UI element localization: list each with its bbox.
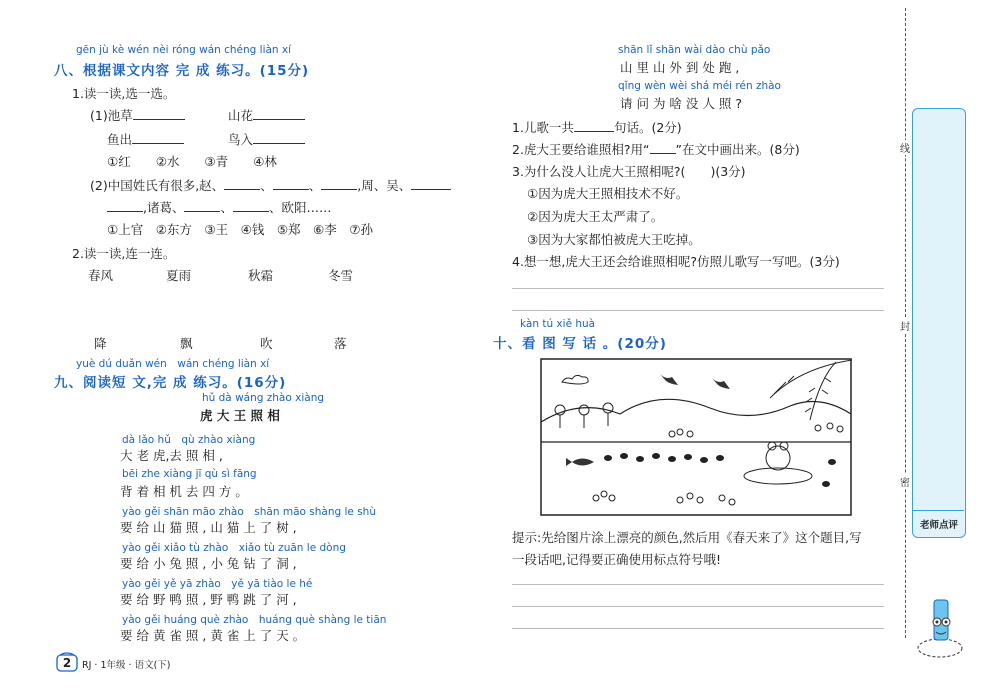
season-word: 夏雨 [166, 268, 192, 283]
q1-1-item-d: 鸟入 [228, 130, 305, 148]
season-word: 冬雪 [328, 268, 354, 283]
answer-line [512, 310, 884, 311]
writing-line [512, 628, 884, 629]
poem-line-pinyin: yào gěi shān māo zhào shān māo shàng le shù [122, 506, 376, 518]
verb-word: 吹 [260, 336, 273, 351]
r-q3-option: ③因为大家都怕被虎大王吃掉。 [527, 232, 701, 247]
r-q2: 2.虎大王要给谁照相?用“ ”在文中画出来。(8分) [512, 142, 800, 157]
tip-line: 提示:先给图片涂上漂亮的颜色,然后用《春天来了》这个题目,写 [512, 530, 862, 545]
season-word: 秋霜 [248, 268, 274, 283]
poem-line: 请 问 为 啥 没 人 照 ? [620, 96, 742, 111]
section9-title: 九、阅读短 文,完 成 练习。(16分) [54, 375, 287, 391]
verb-word: 飘 [180, 336, 193, 351]
answer-line [512, 288, 884, 289]
section8-title: 八、根据课文内容 完 成 练习。(15分) [54, 63, 310, 79]
r-q3-option: ①因为虎大王照相技术不好。 [527, 186, 689, 201]
poem-line: 山 里 山 外 到 处 跑 , [620, 60, 740, 75]
r-q3: 3.为什么没人让虎大王照相呢?( )(3分) [512, 164, 746, 179]
verb-word: 落 [334, 336, 347, 351]
r-q1: 1.儿歌一共 句话。(2分) [512, 120, 682, 135]
poem-line-pinyin: yào gěi xiǎo tù zhào xiǎo tù zuān le dòng [122, 542, 346, 554]
poem-line-pinyin: yào gěi yě yā zhào yě yā tiào le hé [122, 578, 313, 590]
q1-1-item-c: 鱼出 [107, 130, 184, 148]
r-q4: 4.想一想,虎大王还会给谁照相呢?仿照儿歌写一写吧。(3分) [512, 254, 840, 269]
poem-line: 背 着 相 机 去 四 方 。 [120, 484, 248, 499]
poem-line: 要 给 野 鸭 照 , 野 鸭 跳 了 河 , [120, 592, 297, 607]
page-number-badge [56, 652, 78, 672]
poem-line: 要 给 小 兔 照 , 小 兔 钻 了 洞 , [120, 556, 297, 571]
binding-char: 线 [900, 140, 910, 155]
q1-1-item-b: 山花 [228, 106, 305, 124]
writing-line [512, 584, 884, 585]
r-q3-option: ②因为虎大王太严肃了。 [527, 209, 664, 224]
season-word: 春风 [88, 268, 114, 283]
q1-label: 1.读一读,选一选。 [72, 86, 176, 101]
pencil-mascot-icon [914, 598, 972, 660]
q2-label: 2.读一读,连一连。 [72, 246, 176, 261]
poem-line-pinyin: dà lǎo hǔ qù zhào xiàng [122, 434, 256, 446]
binding-char: 密 [900, 474, 910, 489]
footer-text: RJ · 1年级 · 语文(下) [82, 660, 171, 671]
section10-pinyin: kàn tú xiě huà [520, 318, 596, 330]
poem-line-pinyin: bēi zhe xiàng jī qù sì fāng [122, 468, 257, 480]
page-number: 2 [62, 656, 72, 670]
poem-title: 虎 大 王 照 相 [200, 408, 280, 423]
teacher-comment-label: 老师点评 [919, 520, 958, 531]
tip-line: 一段话吧,记得要正确使用标点符号哦! [512, 552, 721, 567]
spring-scene-picture [540, 358, 852, 516]
poem-title-pinyin: hǔ dà wáng zhào xiàng [202, 392, 325, 404]
writing-line [512, 606, 884, 607]
section8-pinyin: gēn jù kè wén nèi róng wán chéng liàn xí [76, 44, 292, 56]
poem-line: 要 给 山 猫 照 , 山 猫 上 了 树 , [120, 520, 297, 535]
q1-2-row2: ,诸葛、 、 、欧阳…… [107, 198, 332, 216]
q1-2-options: ①上官 ②东方 ③王 ④钱 ⑤郑 ⑥李 ⑦孙 [107, 222, 373, 237]
poem-line-pinyin: yào gěi huáng què zhào huáng què shàng le tiān [122, 614, 387, 626]
poem-line-pinyin: shān lǐ shān wài dào chù pǎo [618, 44, 771, 56]
q1-2-row1: (2)中国姓氏有很多,赵、 、 、 ,周、吴、 [90, 176, 451, 194]
binding-char: 封 [900, 318, 910, 333]
poem-line-pinyin: qǐng wèn wèi shá méi rén zhào [618, 80, 781, 92]
poem-line: 要 给 黄 雀 照 , 黄 雀 上 了 天 。 [120, 628, 306, 643]
q1-1-item-a: (1)池草 [90, 106, 185, 124]
verb-word: 降 [94, 336, 107, 351]
section9-pinyin: yuè dú duǎn wén wán chéng liàn xí [76, 358, 270, 370]
teacher-comment-box [912, 108, 966, 538]
section10-title: 十、看 图 写 话 。(20分) [493, 336, 667, 352]
q1-1-options: ①红 ②水 ③青 ④林 [107, 154, 277, 169]
poem-line: 大 老 虎,去 照 相 , [120, 448, 223, 463]
